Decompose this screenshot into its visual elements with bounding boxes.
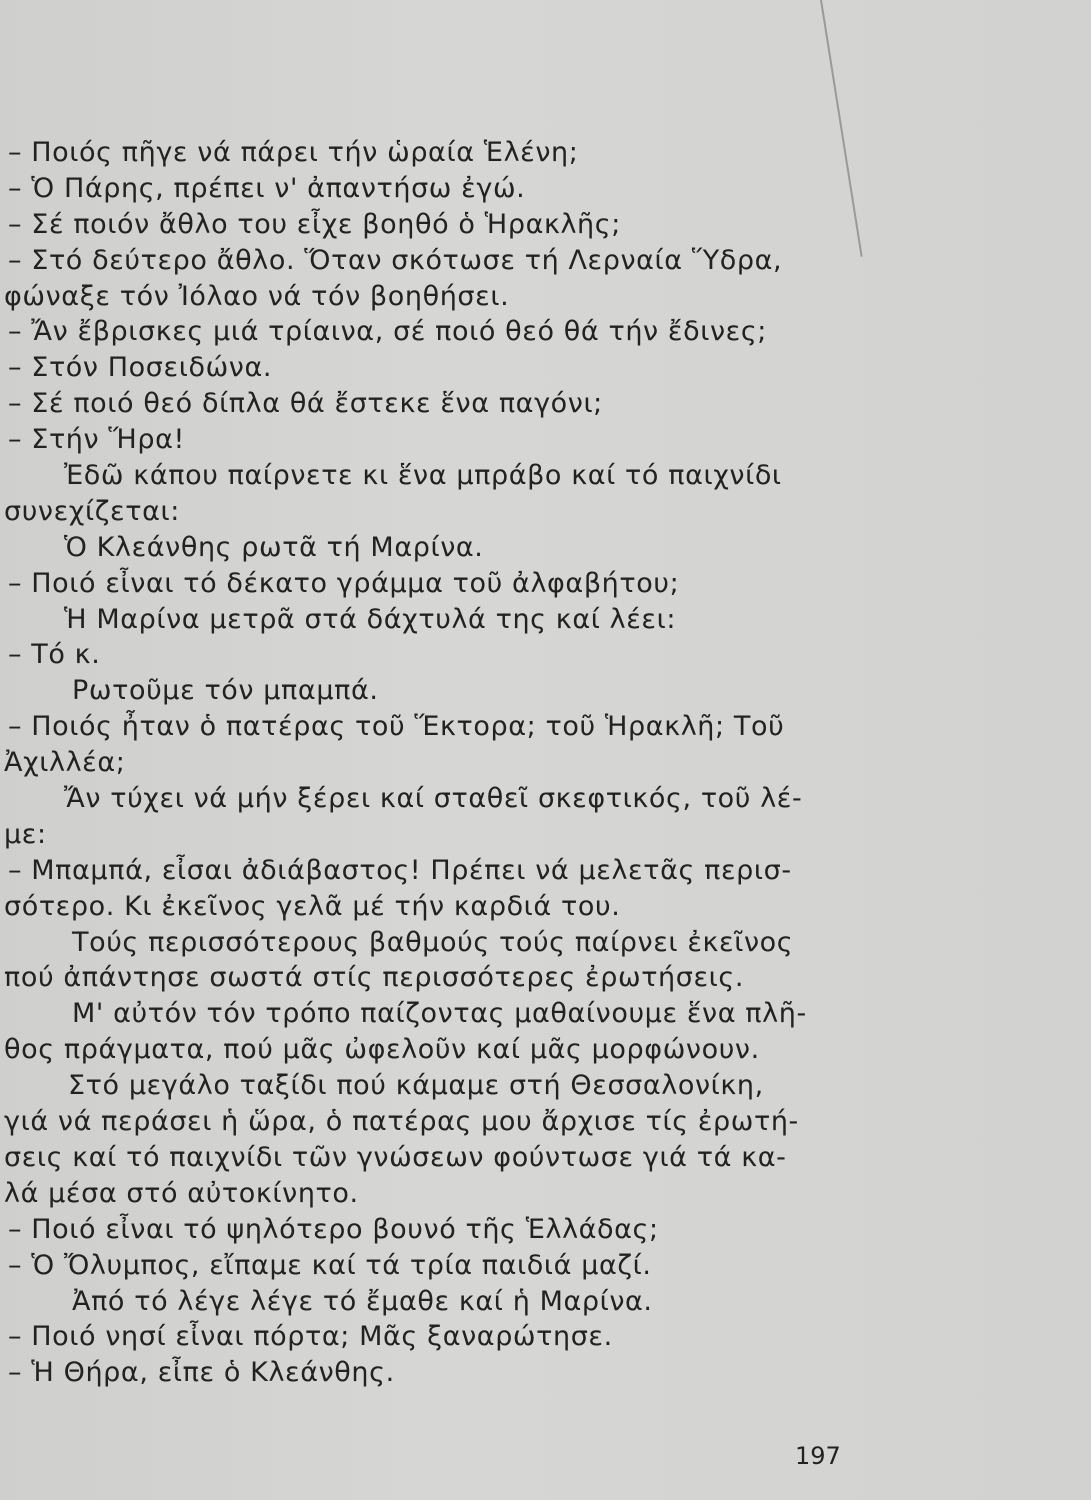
text-line: Στό μεγάλο ταξίδι πού κάμαμε στή Θεσσαλονίκη,: [68, 1070, 764, 1102]
text-line: λά μέσα στό αὐτοκίνητο.: [4, 1177, 359, 1209]
text-line: θος πράγματα, πού μᾶς ὠφελοῦν καί μᾶς μορφώνουν.: [4, 1034, 760, 1066]
text-line: Μ' αὐτόν τόν τρόπο παίζοντας μαθαίνουμε ἕνα πλῆ-: [72, 998, 807, 1030]
text-line: – Ὁ Πάρης, πρέπει ν' ἀπαντήσω ἐγώ.: [8, 172, 526, 204]
text-line: – Ὁ Ὄλυμπος, εἴπαμε καί τά τρία παιδιά μαζί.: [8, 1249, 652, 1281]
text-line: Ἡ Μαρίνα μετρᾶ στά δάχτυλά της καί λέει:: [64, 603, 677, 635]
text-line: – Ἄν ἔβρισκες μιά τρίαινα, σέ ποιό θεό θά τήν ἔδινες;: [8, 316, 767, 348]
text-line: Ἀχιλλέα;: [4, 747, 126, 779]
text-line: – Στόν Ποσειδώνα.: [8, 352, 273, 384]
text-line: Ἄν τύχει νά μήν ξέρει καί σταθεῖ σκεφτικός, τοῦ λέ-: [64, 783, 803, 815]
text-line: φώναξε τόν Ἰόλαο νά τόν βοηθήσει.: [4, 280, 510, 312]
text-line: Ρωτοῦμε τόν μπαμπά.: [72, 675, 379, 707]
text-line: Ἀπό τό λέγε λέγε τό ἔμαθε καί ἡ Μαρίνα.: [72, 1285, 653, 1317]
page-number: 197: [795, 1442, 841, 1470]
text-line: – Ποιό νησί εἶναι πόρτα; Μᾶς ξαναρώτησε.: [8, 1321, 613, 1353]
text-line: – Ἡ Θήρα, εἶπε ὁ Κλεάνθης.: [8, 1357, 395, 1389]
text-line: – Σέ ποιό θεό δίπλα θά ἔστεκε ἕνα παγόνι;: [8, 388, 603, 420]
text-line: Ὁ Κλεάνθης ρωτᾶ τή Μαρίνα.: [64, 531, 484, 563]
text-line: – Ποιό εἶναι τό δέκατο γράμμα τοῦ ἀλφαβήτου;: [8, 567, 680, 599]
text-line: Τούς περισσότερους βαθμούς τούς παίρνει ἐκεῖνος: [72, 926, 794, 958]
text-line: Ἐδῶ κάπου παίρνετε κι ἕνα μπράβο καί τό παιχνίδι: [64, 460, 782, 492]
text-line: με:: [4, 818, 47, 850]
text-line: συνεχίζεται:: [4, 495, 180, 527]
body-text: [0, 135, 855, 1391]
text-line: πού ἀπάντησε σωστά στίς περισσότερες ἐρωτήσεις.: [4, 962, 745, 994]
text-line: γιά νά περάσει ἡ ὥρα, ὁ πατέρας μου ἄρχισε τίς ἐρωτή-: [4, 1106, 799, 1138]
text-line: – Στό δεύτερο ἄθλο. Ὅταν σκότωσε τή Λερναία Ὕδρα,: [8, 244, 783, 276]
text-line: – Ποιός πῆγε νά πάρει τήν ὡραία Ἑλένη;: [8, 137, 579, 168]
text-line: – Ποιός ἦταν ὁ πατέρας τοῦ Ἕκτορα; τοῦ Ἡρακλῆ; Τοῦ: [8, 711, 785, 743]
text-line: – Τό κ.: [8, 639, 101, 671]
text-line: – Σέ ποιόν ἄθλο του εἶχε βοηθό ὁ Ἡρακλῆς;: [8, 208, 621, 240]
text-line: – Μπαμπά, εἶσαι ἀδιάβαστος! Πρέπει νά μελετᾶς περισ-: [8, 854, 792, 886]
text-line: σεις καί τό παιχνίδι τῶν γνώσεων φούντωσε γιά τά κα-: [4, 1141, 787, 1173]
text-line: – Ποιό εἶναι τό ψηλότερο βουνό τῆς Ἑλλάδας;: [8, 1213, 659, 1245]
text-line: – Στήν Ἥρα!: [8, 424, 185, 456]
text-line: σότερο. Κι ἐκεῖνος γελᾶ μέ τήν καρδιά του.: [4, 890, 621, 922]
